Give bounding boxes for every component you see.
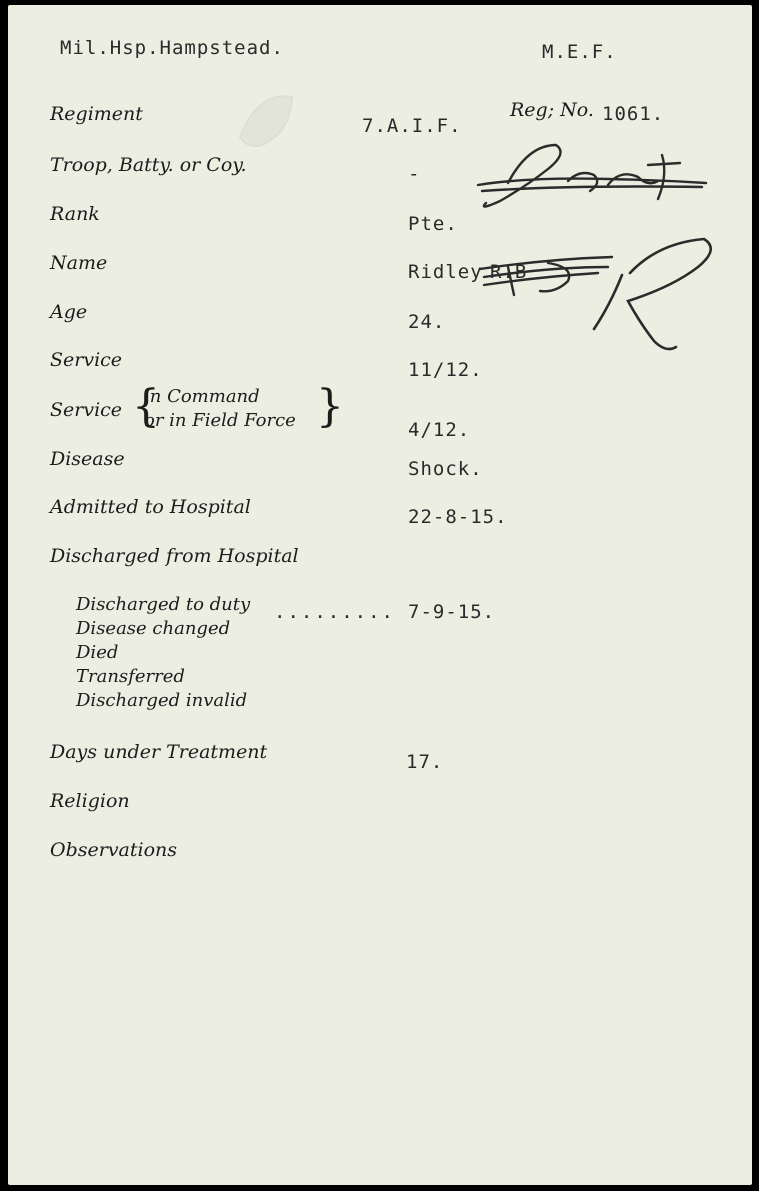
disease-label: Disease (50, 448, 125, 470)
service-command-label: Service (50, 399, 123, 421)
discharged-from-label: Discharged from Hospital (50, 545, 299, 567)
name-value: Ridley (408, 261, 483, 283)
service-command-options (144, 385, 296, 433)
faint-stamp-mark (240, 96, 292, 146)
admitted-value: 22-8-15. (408, 506, 508, 528)
religion-label: Religion (50, 790, 130, 812)
service-command-line1: in Command (144, 386, 260, 407)
service-command-value: 4/12. (408, 419, 471, 441)
discharge-option: Discharged to duty (76, 594, 251, 615)
days-value: 17. (406, 751, 444, 773)
discharge-leader: ......... (274, 601, 395, 623)
troop-value: - (408, 163, 421, 185)
reg-no-label: Reg; No. (510, 99, 594, 121)
regiment-label: Regiment (50, 103, 143, 125)
days-label: Days under Treatment (50, 741, 268, 763)
discharge-option: Discharged invalid (76, 690, 248, 711)
age-label: Age (50, 301, 88, 323)
service-label: Service (50, 349, 123, 371)
record-card (8, 5, 752, 1185)
right-brace: } (316, 381, 344, 432)
discharge-option: Disease changed (76, 618, 231, 639)
hospital-name: Mil.Hsp.Hampstead. (60, 37, 284, 59)
age-value: 24. (408, 311, 446, 333)
struck-word-scribble (478, 145, 706, 207)
service-command-line2: or in Field Force (144, 410, 296, 431)
left-brace: { (132, 381, 160, 432)
service-value: 11/12. (408, 359, 483, 381)
observations-label: Observations (50, 839, 178, 861)
reg-no-value: 1061. (602, 103, 665, 125)
discharge-option: Died (76, 642, 119, 663)
regiment-value: 7.A.I.F. (362, 115, 462, 137)
name-label: Name (50, 252, 108, 274)
admitted-label: Admitted to Hospital (50, 496, 251, 518)
force-code: M.E.F. (542, 41, 617, 63)
name-struck-initials: R.B (490, 261, 528, 283)
discharge-options (76, 593, 250, 713)
rank-value: Pte. (408, 213, 458, 235)
handwritten-initial (594, 239, 711, 349)
disease-value: Shock. (408, 458, 483, 480)
rank-label: Rank (50, 203, 100, 225)
troop-label: Troop, Batty. or Coy. (50, 154, 247, 176)
discharge-value: 7-9-15. (408, 601, 496, 623)
discharge-option: Transferred (76, 666, 185, 687)
